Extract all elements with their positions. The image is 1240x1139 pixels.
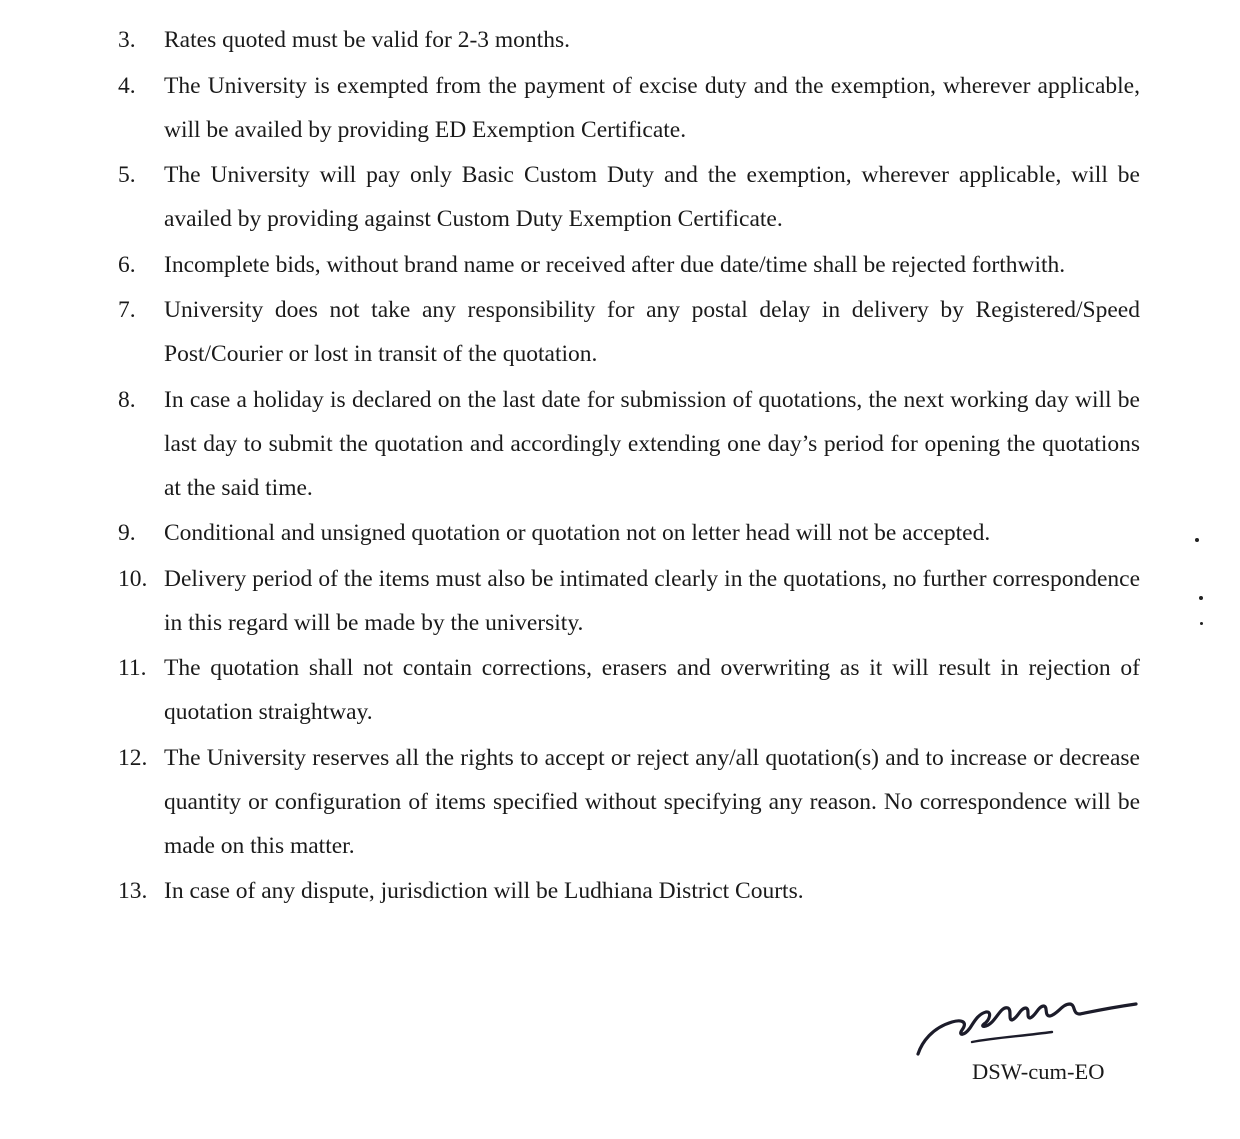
term-item — [118, 378, 1140, 510]
term-text: The University is exempted from the payment of excise duty and the exemption, wherever applicable, will be availed by providing ED Exemption Certificate. — [164, 72, 1140, 143]
term-text: The quotation shall not contain corrections, erasers and overwriting as it will result in rejection of quotation straightway. — [164, 655, 1140, 725]
term-item — [118, 736, 1140, 868]
term-item — [118, 243, 1140, 287]
term-item — [118, 18, 1140, 62]
scan-speck — [1200, 622, 1203, 625]
term-text: Rates quoted must be valid for 2-3 months. — [164, 27, 570, 53]
signature-stroke — [918, 1004, 1136, 1054]
term-text: The University will pay only Basic Custom Duty and the exemption, wherever applicable, will be availed by providing against Custom Duty Exemption Certificate. — [164, 162, 1140, 232]
signature-underline — [972, 1032, 1052, 1042]
term-number: 3. — [118, 27, 136, 53]
term-number: 5. — [118, 162, 136, 188]
term-item — [118, 646, 1140, 734]
signatory-designation: DSW-cum-EO — [972, 1059, 1105, 1084]
term-text: Delivery period of the items must also be intimated clearly in the quotations, no further correspondence in this regard will be made by the university. — [164, 565, 1140, 636]
scan-speck — [1199, 596, 1203, 600]
term-text: Conditional and unsigned quotation or quotation not on letter head will not be accepted. — [164, 520, 991, 546]
term-number: 4. — [118, 72, 136, 99]
term-text: Incomplete bids, without brand name or received after due date/time shall be rejected forthwith. — [164, 251, 1066, 278]
term-number: 10. — [118, 565, 148, 592]
term-number: 12. — [118, 744, 148, 771]
term-number: 11. — [118, 655, 147, 681]
scan-speck — [1195, 538, 1199, 542]
term-item — [118, 64, 1140, 152]
term-number: 9. — [118, 520, 136, 546]
term-item — [118, 511, 1140, 555]
term-text: In case a holiday is declared on the last date for submission of quotations, the next working day will be last day to submit the quotation and accordingly extending one day’s period for opening the quotations at the said time. — [164, 386, 1140, 501]
term-item — [118, 288, 1140, 376]
handwritten-signature — [912, 992, 1142, 1064]
term-number: 6. — [118, 251, 136, 278]
term-number: 7. — [118, 297, 136, 323]
term-text: University does not take any responsibility for any postal delay in delivery by Registered/Speed Post/Courier or lost in transit of the quotation. — [164, 297, 1140, 367]
term-item — [118, 557, 1140, 645]
term-number: 8. — [118, 386, 136, 413]
term-item — [118, 869, 1140, 913]
term-number: 13. — [118, 878, 148, 904]
term-text: The University reserves all the rights to accept or reject any/all quotation(s) and to increase or decrease quantity or configuration of items specified without specifying any reason. No correspondence will be made on this matter. — [164, 744, 1140, 859]
term-item — [118, 153, 1140, 241]
term-text: In case of any dispute, jurisdiction will be Ludhiana District Courts. — [164, 878, 804, 904]
terms-list — [118, 18, 1140, 915]
